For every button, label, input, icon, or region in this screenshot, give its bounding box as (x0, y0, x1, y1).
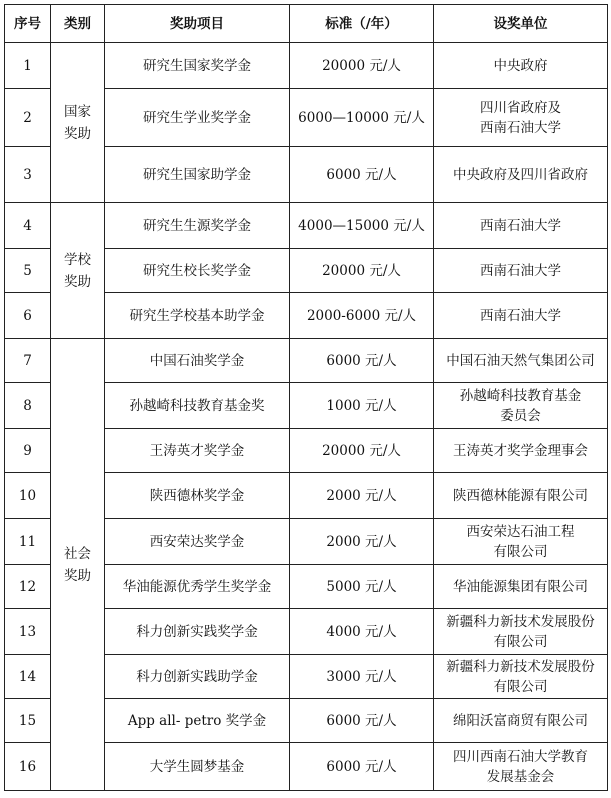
category-cell (51, 203, 105, 339)
project-cell: 西安荣达奖学金 (105, 519, 290, 565)
standard-cell: 2000 元/人 (290, 519, 434, 565)
standard-cell: 6000 元/人 (290, 147, 434, 203)
row-number: 2 (5, 89, 51, 147)
table-row (5, 339, 608, 383)
project-cell: 华油能源优秀学生奖学金 (105, 565, 290, 609)
row-number: 5 (5, 249, 51, 293)
project-cell: 研究生国家奖学金 (105, 43, 290, 89)
unit-cell (434, 655, 608, 699)
unit-cell (434, 293, 608, 339)
unit-line2: 有限公司 (493, 543, 548, 560)
unit-cell (434, 147, 608, 203)
standard-cell: 2000 元/人 (290, 473, 434, 519)
standard-cell: 2000-6000 元/人 (290, 293, 434, 339)
unit-line1: 绵阳沃富商贸有限公司 (453, 712, 588, 729)
category-line1: 学校 (64, 251, 91, 268)
unit-line1: 四川省政府及 (480, 99, 561, 116)
unit-line1: 西安荣达石油工程 (466, 523, 575, 540)
unit-line2: 西南石油大学 (480, 119, 561, 136)
category-cell (51, 339, 105, 791)
header-project: 奖助项目 (105, 5, 290, 43)
row-number: 6 (5, 293, 51, 339)
unit-cell (434, 519, 608, 565)
standard-cell: 3000 元/人 (290, 655, 434, 699)
standard-cell: 20000 元/人 (290, 249, 434, 293)
project-cell: 王涛英才奖学金 (105, 429, 290, 473)
project-cell: App all- petro 奖学金 (105, 699, 290, 743)
row-number: 16 (5, 743, 51, 791)
standard-cell: 6000 元/人 (290, 339, 434, 383)
table-row (5, 203, 608, 249)
unit-line1: 四川西南石油大学教育 (453, 748, 588, 765)
project-cell: 中国石油奖学金 (105, 339, 290, 383)
standard-cell: 5000 元/人 (290, 565, 434, 609)
project-cell: 陕西德林奖学金 (105, 473, 290, 519)
unit-line1: 陕西德林能源有限公司 (453, 487, 588, 504)
unit-cell (434, 339, 608, 383)
unit-line1: 新疆科力新技术发展股份 (446, 613, 595, 630)
row-number: 10 (5, 473, 51, 519)
row-number: 15 (5, 699, 51, 743)
row-number: 11 (5, 519, 51, 565)
unit-line1: 西南石油大学 (480, 307, 561, 324)
unit-cell (434, 203, 608, 249)
unit-line2: 发展基金会 (486, 768, 555, 785)
unit-line1: 西南石油大学 (480, 262, 561, 279)
row-number: 9 (5, 429, 51, 473)
unit-line1: 中央政府 (493, 57, 548, 74)
scholarship-table-page (4, 4, 608, 791)
standard-cell: 4000 元/人 (290, 609, 434, 655)
unit-line1: 西南石油大学 (480, 217, 561, 234)
unit-line1: 新疆科力新技术发展股份 (446, 658, 595, 675)
category-line2: 奖助 (64, 273, 91, 290)
header-no: 序号 (5, 5, 51, 43)
category-line2: 奖助 (64, 125, 91, 142)
category-cell (51, 43, 105, 203)
unit-cell (434, 43, 608, 89)
unit-cell (434, 89, 608, 147)
unit-line1: 中央政府及四川省政府 (453, 166, 588, 183)
unit-line2: 有限公司 (493, 633, 548, 650)
category-line1: 国家 (64, 103, 91, 120)
unit-cell (434, 249, 608, 293)
standard-cell: 6000 元/人 (290, 699, 434, 743)
row-number: 3 (5, 147, 51, 203)
standard-cell: 20000 元/人 (290, 429, 434, 473)
unit-line1: 中国石油天然气集团公司 (446, 352, 595, 369)
row-number: 4 (5, 203, 51, 249)
project-cell: 研究生生源奖学金 (105, 203, 290, 249)
row-number: 14 (5, 655, 51, 699)
row-number: 1 (5, 43, 51, 89)
unit-cell (434, 473, 608, 519)
header-standard: 标准（/年） (290, 5, 434, 43)
category-line2: 奖助 (64, 567, 91, 584)
unit-cell (434, 429, 608, 473)
unit-line1: 王涛英才奖学金理事会 (453, 442, 588, 459)
project-cell: 科力创新实践奖学金 (105, 609, 290, 655)
row-number: 7 (5, 339, 51, 383)
row-number: 8 (5, 383, 51, 429)
unit-cell (434, 699, 608, 743)
project-cell: 研究生学业奖学金 (105, 89, 290, 147)
table-row (5, 43, 608, 89)
standard-cell: 6000—10000 元/人 (290, 89, 434, 147)
scholarship-table (4, 4, 608, 791)
header-category: 类别 (51, 5, 105, 43)
project-cell: 研究生国家助学金 (105, 147, 290, 203)
unit-cell (434, 565, 608, 609)
unit-line2: 有限公司 (493, 678, 548, 695)
standard-cell: 1000 元/人 (290, 383, 434, 429)
table-body (5, 43, 608, 791)
standard-cell: 6000 元/人 (290, 743, 434, 791)
standard-cell: 4000—15000 元/人 (290, 203, 434, 249)
project-cell: 研究生学校基本助学金 (105, 293, 290, 339)
row-number: 12 (5, 565, 51, 609)
standard-cell: 20000 元/人 (290, 43, 434, 89)
row-number: 13 (5, 609, 51, 655)
header-unit: 设奖单位 (434, 5, 608, 43)
unit-line1: 孙越崎科技教育基金 (459, 387, 582, 404)
unit-cell (434, 383, 608, 429)
header-row (5, 5, 608, 43)
unit-cell (434, 609, 608, 655)
unit-cell (434, 743, 608, 791)
category-line1: 社会 (64, 545, 91, 562)
project-cell: 大学生圆梦基金 (105, 743, 290, 791)
project-cell: 科力创新实践助学金 (105, 655, 290, 699)
unit-line2: 委员会 (500, 407, 541, 424)
unit-line1: 华油能源集团有限公司 (453, 578, 588, 595)
project-cell: 研究生校长奖学金 (105, 249, 290, 293)
project-cell: 孙越崎科技教育基金奖 (105, 383, 290, 429)
